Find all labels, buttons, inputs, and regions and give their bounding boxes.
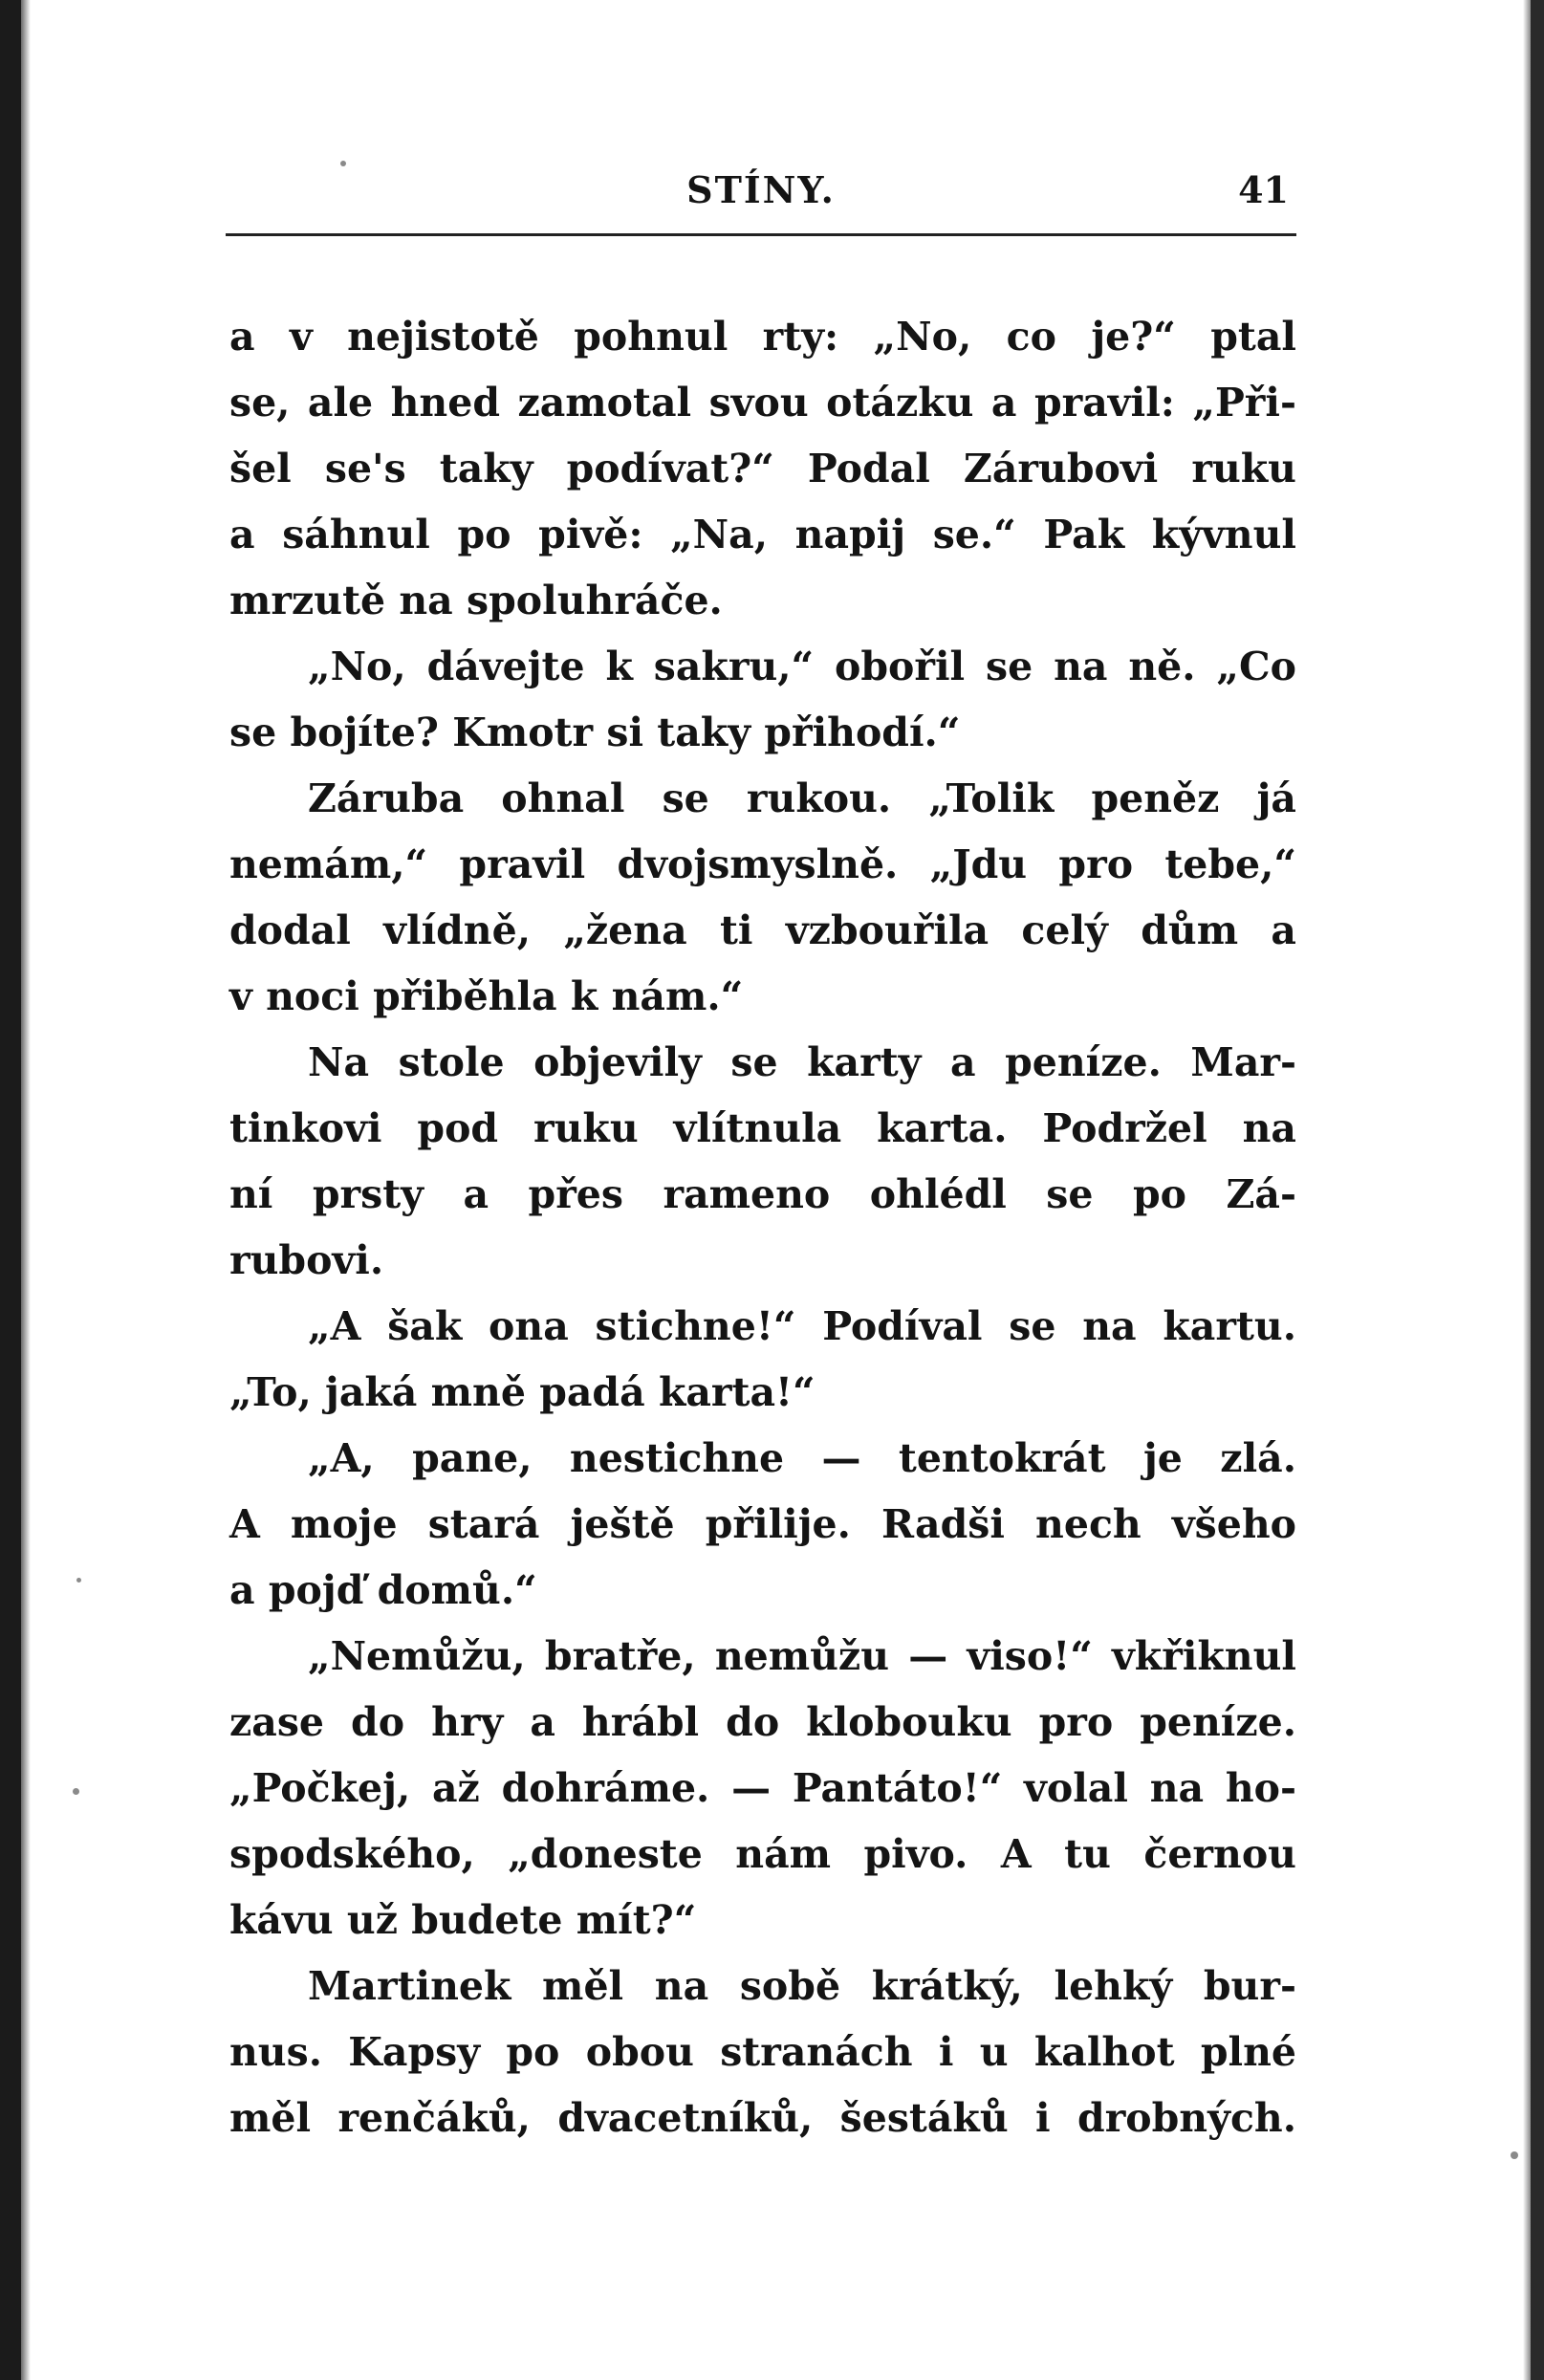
- paragraph: [229, 634, 1296, 766]
- text-line: v noci přiběhla k nám.“: [229, 973, 744, 1019]
- text-line: Na stole objevily se karty a peníze. Mar-: [308, 1039, 1296, 1085]
- text-line: A moje stará ještě přilije. Radši nech všeho: [229, 1501, 1296, 1547]
- running-title: STÍNY.: [686, 168, 836, 211]
- text-line: nemám,“ pravil dvojsmyslně. „Jdu pro tebe,“: [229, 841, 1296, 887]
- text-line: Martinek měl na sobě krátký, lehký bur-: [308, 1963, 1296, 2009]
- paper-speck: [1511, 2151, 1518, 2159]
- outer-edge-shadow: [1523, 0, 1531, 2380]
- text-line: „A, pane, nestichne — tentokrát je zlá.: [308, 1435, 1296, 1481]
- text-line: a v nejistotě pohnul rty: „No, co je?“ ptal: [229, 314, 1296, 360]
- paragraph: [229, 766, 1296, 1030]
- text-line: „Nemůžu, bratře, nemůžu — viso!“ vkřiknul: [308, 1633, 1296, 1679]
- text-line: a sáhnul po pivě: „Na, napij se.“ Pak kývnul: [229, 512, 1296, 557]
- text-line: kávu už budete mít?“: [229, 1897, 697, 1943]
- text-line: zase do hry a hrábl do klobouku pro peníze.: [229, 1699, 1296, 1745]
- text-line: ní prsty a přes rameno ohlédl se po Zá-: [229, 1171, 1296, 1217]
- header-rule: [226, 233, 1296, 236]
- text-line: dodal vlídně, „žena ti vzbouřila celý dům a: [229, 907, 1296, 953]
- paragraph: [229, 1294, 1296, 1426]
- page-binding-edge: [0, 0, 21, 2380]
- text-line: měl renčáků, dvacetníků, šestáků i drobných.: [229, 2095, 1296, 2141]
- text-line: se, ale hned zamotal svou otázku a pravil: „Při-: [229, 380, 1296, 426]
- running-head: [226, 168, 1296, 226]
- paper-speck: [76, 1578, 81, 1583]
- text-line: a pojď domů.“: [229, 1567, 537, 1613]
- page-outer-edge: [1531, 0, 1544, 2380]
- text-line: Záruba ohnal se rukou. „Tolik peněz já: [308, 775, 1296, 821]
- paragraph: [229, 1954, 1296, 2151]
- text-line: spodského, „doneste nám pivo. A tu černou: [229, 1831, 1296, 1877]
- text-line: rubovi.: [229, 1237, 384, 1283]
- paragraph: [229, 304, 1296, 634]
- page-number: 41: [1238, 168, 1289, 211]
- text-line: „Počkej, až dohráme. — Pantáto!“ volal na ho-: [229, 1765, 1296, 1811]
- text-line: se bojíte? Kmotr si taky přihodí.“: [229, 710, 961, 755]
- paragraph: [229, 1426, 1296, 1624]
- paragraph: [229, 1624, 1296, 1954]
- paper-speck: [73, 1788, 79, 1795]
- text-line: nus. Kapsy po obou stranách i u kalhot plné: [229, 2029, 1296, 2075]
- body-text: [229, 304, 1296, 2151]
- text-line: „To, jaká mně padá karta!“: [229, 1369, 815, 1415]
- paragraph: [229, 1030, 1296, 1294]
- text-line: šel se's taky podívat?“ Podal Zárubovi ruku: [229, 446, 1296, 491]
- text-line: „A šak ona stichne!“ Podíval se na kartu.: [308, 1303, 1296, 1349]
- text-line: mrzutě na spoluhráče.: [229, 578, 723, 623]
- paper-speck: [340, 161, 346, 166]
- text-line: tinkovi pod ruku vlítnula karta. Podržel na: [229, 1105, 1296, 1151]
- binding-shadow: [21, 0, 31, 2380]
- text-line: „No, dávejte k sakru,“ obořil se na ně. „Co: [308, 644, 1296, 689]
